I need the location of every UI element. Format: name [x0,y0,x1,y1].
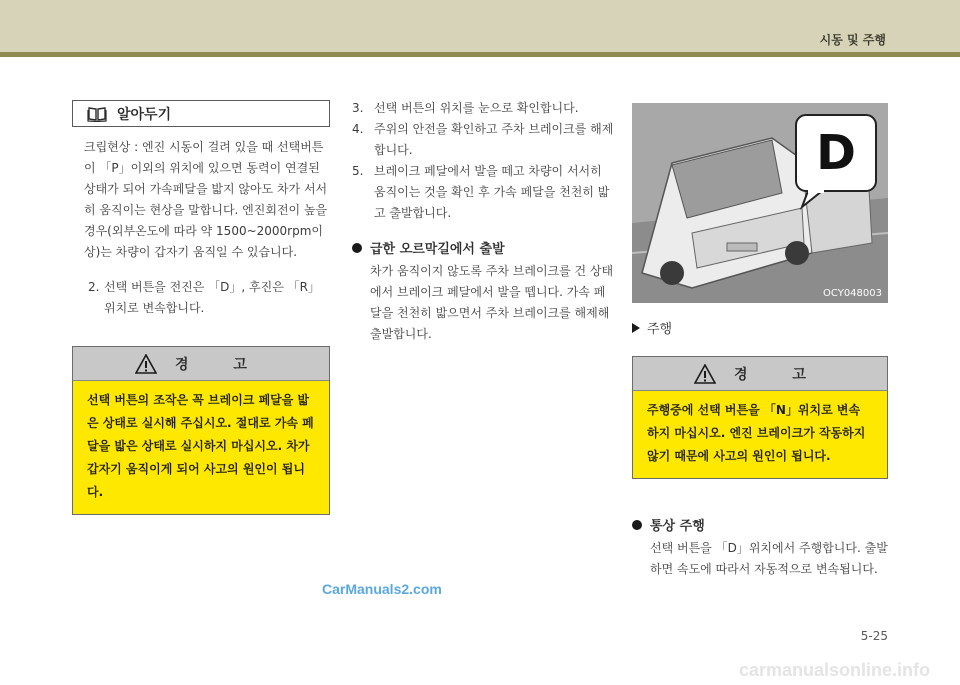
step-item [352,161,614,224]
warning-title: 경 고 [734,366,826,383]
page-number: 5-25 [860,629,888,643]
triangle-bullet-icon [632,323,640,333]
warning-triangle-icon [135,354,157,374]
warning-text: 선택 버튼의 조작은 꼭 브레이크 페달을 밟은 상태로 실시해 주십시오. 절대로 가속 페달을 밟은 상태로 실시하지 마십시오. 차가 갑자기 움직이게 되어 사고의 원인이 됩니다. [87,393,314,499]
note-title-box [72,100,330,127]
left-column [72,100,330,319]
step-text: 선택 버튼의 위치를 눈으로 확인합니다. [374,101,579,115]
bus-drawing [632,103,888,303]
warning-text: 주행중에 선택 버튼을 「N」위치로 변속 하지 마십시오. 엔진 브레이크가 작동하지 않기 때문에 사고의 원인이 됩니다. [647,403,866,463]
watermark-link[interactable]: CarManuals2.com [322,581,442,597]
warning-box [72,346,330,515]
bullet-dot-icon [352,243,362,253]
uphill-heading [352,238,614,257]
bus-illustration [632,103,888,303]
note-text: 크립현상 : 엔진 시동이 걸려 있을 때 선택버튼이 「P」이외의 위치에 있으면 동력이 연결된 상태가 되어 가속페달을 밟지 않아도 차가 서서히 움직이는 현상을 말합니다. 엔진회전이 높을 경우(외부온도에 따라 약 1500~2000rpm이상)는 차량이 갑자기 움직일 수 있습니다. [84,140,328,259]
bullet-dot-icon [632,520,642,530]
gear-sign-letter: D [816,125,856,181]
step-text: 브레이크 페달에서 발을 떼고 차량이 서서히 움직이는 것을 확인 후 가속 페달을 천천히 밟고 출발합니다. [374,164,610,220]
normal-driving-text: 선택 버튼을 「D」위치에서 주행합니다. 출발하면 속도에 따라서 자동적으로 변속됩니다. [650,541,888,576]
footer-watermark: carmanualsonline.info [738,660,930,680]
note-title: 알아두기 [117,106,172,123]
uphill-heading-text: 급한 오르막길에서 출발 [370,242,505,257]
section-title: 시동 및 주행 [819,33,886,47]
driving-heading-text: 주행 [647,322,673,337]
step-item [352,98,614,119]
warning-box [632,356,888,479]
middle-column [352,98,614,345]
step-number: 3. [352,101,364,115]
step-number: 5. [352,164,364,178]
step-number: 2. [88,280,100,294]
step-item [72,277,330,319]
normal-driving-section [632,515,888,580]
right-column [632,103,888,337]
step-item [352,119,614,161]
warning-triangle-icon [694,364,716,384]
warning-header [633,357,887,391]
uphill-text: 차가 움직이지 않도록 주차 브레이크를 건 상태에서 브레이크 페달에서 발을 뗍니다. 가속 페달을 천천히 밟으면서 주차 브레이크를 해제해 출발합니다. [370,264,614,341]
header-divider [0,52,960,57]
step-text: 주위의 안전을 확인하고 주차 브레이크를 해제합니다. [374,122,614,157]
normal-driving-heading-text: 통상 주행 [650,519,705,534]
step-number: 4. [352,122,364,136]
book-icon [87,106,107,122]
step-text: 선택 버튼을 전진은 「D」, 후진은 「R」 위치로 변속합니다. [104,280,320,315]
warning-header [73,347,329,381]
image-code: OCY048003 [823,288,882,299]
header-band [0,0,960,52]
driving-heading [632,318,888,337]
normal-driving-heading [632,515,888,534]
warning-title: 경 고 [175,356,267,373]
